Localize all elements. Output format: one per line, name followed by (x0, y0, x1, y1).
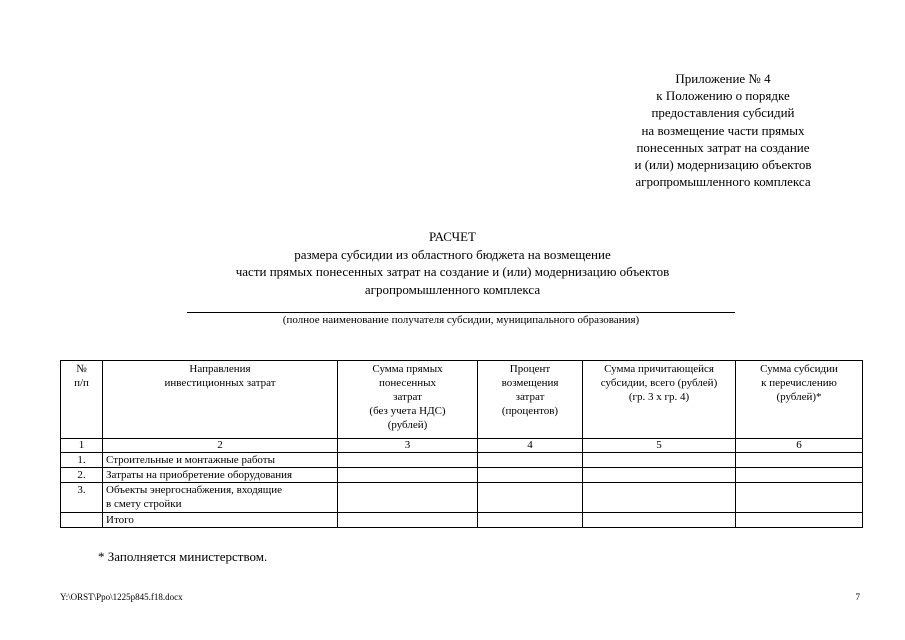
cell-direct-costs[interactable] (338, 453, 478, 468)
cell-percent[interactable] (478, 468, 583, 483)
cell-percent[interactable] (478, 513, 583, 528)
appendix-line: и (или) модернизацию объектов (634, 157, 812, 173)
appendix-line: агропромышленного комплекса (635, 174, 811, 190)
title-line: размера субсидии из областного бюджета на возмещение (294, 246, 611, 262)
cell-subsidy-transfer[interactable] (736, 513, 863, 528)
header-cell: № п/п (61, 361, 103, 439)
header-cell: Процент возмещения затрат (процентов) (478, 361, 583, 439)
header-cell: Направления инвестиционных затрат (103, 361, 338, 439)
table-row (61, 468, 863, 483)
cell-subsidy-total[interactable] (583, 468, 736, 483)
calculation-table (60, 360, 863, 528)
appendix-line: Приложение № 4 (675, 71, 771, 86)
file-path: Y:\ORST\Ppo\1225p845.f18.docx (60, 592, 183, 602)
appendix-line: к Положению о порядке (656, 88, 790, 104)
cell-subsidy-transfer[interactable] (736, 453, 863, 468)
column-number: 4 (478, 439, 583, 453)
footnote: * Заполняется министерством. (98, 549, 268, 564)
cell-subsidy-transfer[interactable] (736, 468, 863, 483)
row-direction: Итого (103, 513, 338, 528)
row-direction: Объекты энергоснабжения, входящие в смету стройки (103, 483, 338, 513)
row-number: 2. (61, 468, 103, 483)
cell-direct-costs[interactable] (338, 513, 478, 528)
column-number: 5 (583, 439, 736, 453)
appendix-line: понесенных затрат на создание (636, 139, 810, 155)
title-line: части прямых понесенных затрат на создание и (или) модернизацию объектов (235, 264, 670, 279)
cell-subsidy-total[interactable] (583, 483, 736, 513)
header-cell: Сумма субсидии к перечислению (рублей)* (736, 361, 863, 439)
column-number-row (61, 439, 863, 453)
appendix-line: предоставления субсидий (651, 105, 795, 121)
row-number (61, 513, 103, 528)
column-number: 1 (61, 439, 103, 453)
page-number: 7 (855, 592, 860, 602)
column-number: 6 (736, 439, 863, 453)
table-row-total (61, 513, 863, 528)
appendix-line: на возмещение части прямых (641, 122, 805, 138)
table-header-row (61, 361, 863, 439)
cell-percent[interactable] (478, 483, 583, 513)
row-number: 3. (61, 483, 103, 513)
cell-direct-costs[interactable] (338, 483, 478, 513)
row-direction: Затраты на приобретение оборудования (103, 468, 338, 483)
recipient-name-line (187, 312, 735, 313)
cell-subsidy-total[interactable] (583, 453, 736, 468)
table-row (61, 453, 863, 468)
row-number: 1. (61, 453, 103, 468)
recipient-caption: (полное наименование получателя субсидии, муниципального образования) (282, 314, 640, 326)
row-direction: Строительные и монтажные работы (103, 453, 338, 468)
cell-subsidy-total[interactable] (583, 513, 736, 528)
column-number: 3 (338, 439, 478, 453)
title-heading: РАСЧЕТ (429, 229, 476, 244)
cell-percent[interactable] (478, 453, 583, 468)
header-cell: Сумма причитающейся субсидии, всего (рублей) (гр. 3 х гр. 4) (583, 361, 736, 439)
header-cell: Сумма прямых понесенных затрат (без учета НДС) (рублей) (338, 361, 478, 439)
cell-direct-costs[interactable] (338, 468, 478, 483)
table-row (61, 483, 863, 513)
cell-subsidy-transfer[interactable] (736, 483, 863, 513)
column-number: 2 (103, 439, 338, 453)
appendix-header (593, 70, 853, 190)
title-line: агропромышленного комплекса (364, 281, 541, 297)
document-title (0, 228, 905, 298)
